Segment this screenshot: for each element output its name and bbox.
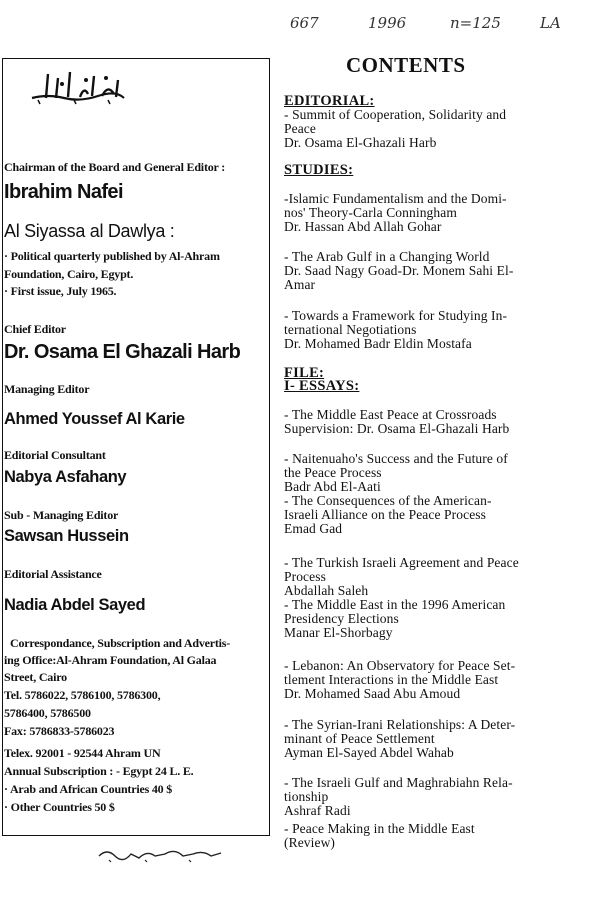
correspondence-line-1: Correspondance, Subscription and Advertis-: [10, 636, 231, 650]
essay-item-1: - The Middle East Peace at Crossroads Supervision: Dr. Osama El-Ghazali Harb: [284, 407, 510, 436]
consultant-title: Editorial Consultant: [4, 448, 106, 462]
essay-item-7: - Peace Making in the Middle East (Review): [284, 821, 475, 850]
telephone-line-1: Tel. 5786022, 5786100, 5786300,: [4, 688, 161, 702]
essays-heading: I- ESSAYS:: [284, 378, 360, 394]
file-heading: FILE:: [284, 365, 325, 381]
studies-item-3: - Towards a Framework for Studying In- ternational Negotiations Dr. Mohamed Badr Eldin Mostafa: [284, 308, 508, 351]
managing-editor-name: Ahmed Youssef Al Karie: [4, 410, 185, 428]
studies-item-1: -Islamic Fundamentalism and the Domi- nos' Theory-Carla Conningham Dr. Hassan Abd Allah Gohar: [284, 191, 507, 234]
fax-line: Fax: 5786833-5786023: [4, 724, 115, 738]
chairman-name: Ibrahim Nafei: [4, 181, 123, 203]
publication-info-1: · Political quarterly published by Al-Ahram: [4, 249, 220, 263]
editorial-heading: EDITORIAL:: [284, 93, 375, 109]
printer-signature: [95, 844, 225, 864]
handwritten-number: 667: [290, 14, 319, 32]
publication-name: Al Siyassa al Dawlya :: [4, 221, 175, 241]
editorial-item: - Summit of Cooperation, Solidarity and Peace Dr. Osama El-Ghazali Harb: [284, 107, 507, 150]
publication-info-3: · First issue, July 1965.: [4, 284, 117, 298]
assistance-name: Nadia Abdel Sayed: [4, 596, 146, 614]
handwritten-year: 1996: [368, 14, 407, 32]
studies-heading: STUDIES:: [284, 162, 354, 178]
publication-info-2: Foundation, Cairo, Egypt.: [4, 267, 134, 281]
chief-editor-name: Dr. Osama El Ghazali Harb: [4, 341, 241, 363]
handwritten-code: LA: [540, 14, 561, 32]
essay-item-2: - Naitenuaho's Success and the Future of the Peace Process Badr Abd El-Aati - The Consequences of the American- Israeli Alliance on the Peace Process Emad Gad: [284, 451, 508, 536]
handwritten-annotation: [0, 14, 592, 40]
managing-editor-title: Managing Editor: [4, 382, 90, 396]
correspondence-line-2: ing Office:Al-Ahram Foundation, Al Galaa: [4, 653, 217, 667]
essay-item-4: - Lebanon: An Observatory for Peace Set- tlement Interactions in the Middle East Dr. Mohamed Saad Abu Amoud: [284, 658, 516, 701]
other-subscription: · Other Countries 50 $: [4, 800, 115, 814]
annual-subscription: Annual Subscription : - Egypt 24 L. E.: [4, 764, 194, 778]
chief-editor-title: Chief Editor: [4, 322, 66, 336]
sub-managing-title: Sub - Managing Editor: [4, 508, 119, 522]
assistance-title: Editorial Assistance: [4, 567, 102, 581]
arab-subscription: · Arab and African Countries 40 $: [4, 782, 173, 796]
studies-item-2: - The Arab Gulf in a Changing World Dr. Saad Nagy Goad-Dr. Monem Sahi El- Amar: [284, 249, 514, 292]
handwritten-issue: n=125: [450, 14, 501, 32]
essay-item-5: - The Syrian-Irani Relationships: A Deter- minant of Peace Settlement Ayman El-Sayed Abdel Wahab: [284, 717, 516, 760]
contents-title: CONTENTS: [346, 53, 466, 77]
sub-managing-name: Sawsan Hussein: [4, 527, 129, 545]
consultant-name: Nabya Asfahany: [4, 468, 127, 486]
telephone-line-2: 5786400, 5786500: [4, 706, 91, 720]
al-ahram-logo: [28, 64, 128, 106]
chairman-title: Chairman of the Board and General Editor :: [4, 160, 226, 174]
essay-item-3: - The Turkish Israeli Agreement and Peace Process Abdallah Saleh - The Middle East in the 1996 American Presidency Elections Manar El-Shorbagy: [284, 555, 519, 640]
telex-line: Telex. 92001 - 92544 Ahram UN: [4, 746, 161, 760]
essay-item-6: - The Israeli Gulf and Maghrabiahn Rela- tionship Ashraf Radi: [284, 775, 513, 818]
correspondence-line-3: Street, Cairo: [4, 670, 67, 684]
